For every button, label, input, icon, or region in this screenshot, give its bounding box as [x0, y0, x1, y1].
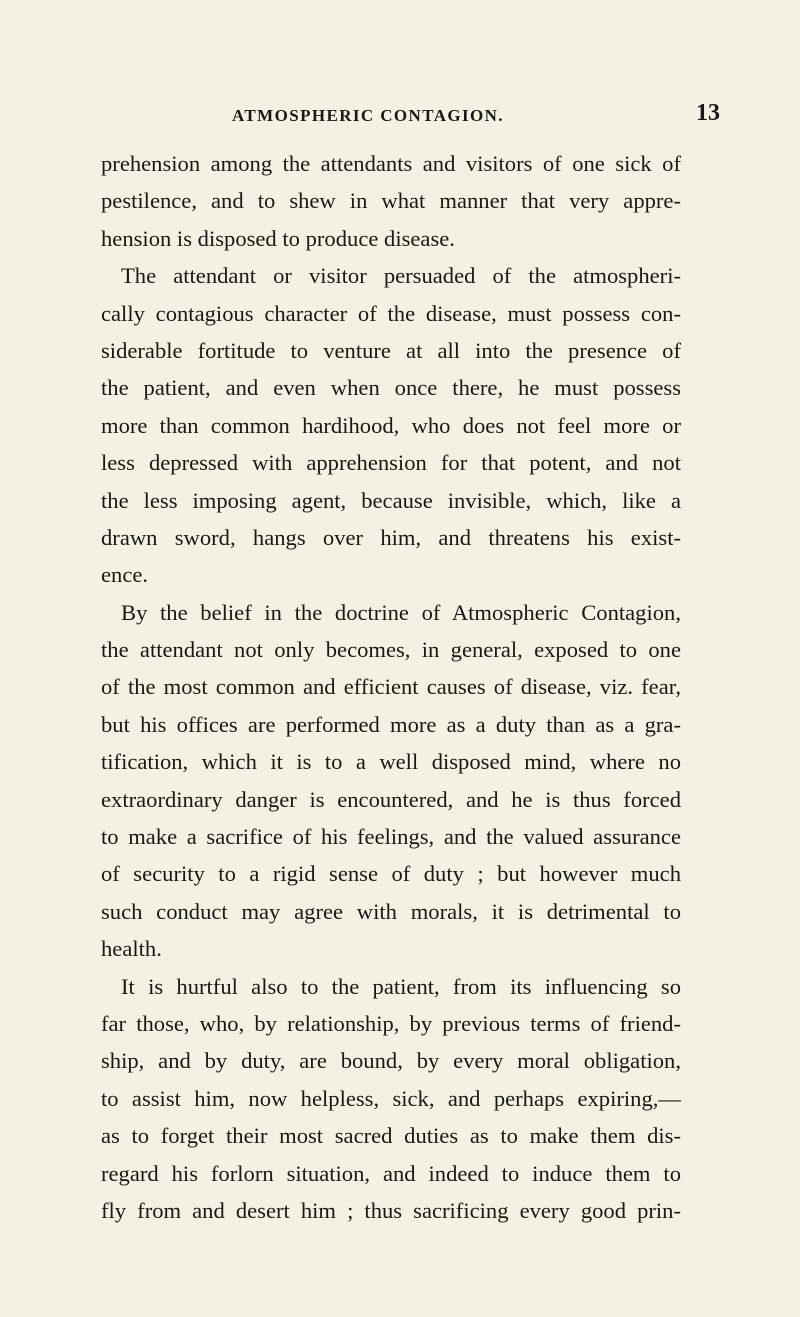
- text-line: the attendant not only becomes, in general, exposed to one: [101, 637, 681, 663]
- text-line: less depressed with apprehension for that potent, and not: [101, 450, 681, 476]
- text-line: health.: [101, 936, 162, 962]
- page-number: 13: [696, 100, 720, 126]
- text-line: far those, who, by relationship, by previous terms of friend-: [101, 1010, 681, 1036]
- text-line: ence.: [101, 562, 149, 588]
- text-line: more than common hardihood, who does not feel more or: [101, 412, 681, 438]
- text-line: prehension among the attendants and visitors of one sick of: [101, 151, 681, 176]
- text-line: tification, which it is to a well disposed mind, where no: [101, 749, 681, 775]
- running-header: ATMOSPHERIC CONTAGION.: [232, 106, 504, 125]
- text-line: It is hurtful also to the patient, from its influencing so: [121, 973, 681, 999]
- text-line: pestilence, and to shew in what manner that very appre-: [101, 188, 681, 214]
- text-line: By the belief in the doctrine of Atmospheric Contagion,: [121, 599, 681, 625]
- text-line: The attendant or visitor persuaded of the atmospheri-: [121, 263, 681, 289]
- text-line: to make a sacrifice of his feelings, and the valued assurance: [101, 824, 681, 850]
- text-line: drawn sword, hangs over him, and threatens his exist-: [101, 524, 681, 550]
- body-text: [101, 145, 681, 1229]
- text-line: fly from and desert him ; thus sacrificing every good prin-: [101, 1197, 681, 1223]
- text-line: the patient, and even when once there, he must possess: [101, 375, 681, 401]
- text-line: extraordinary danger is encountered, and he is thus forced: [101, 786, 681, 812]
- text-line: of the most common and efficient causes of disease, viz. fear,: [101, 674, 681, 700]
- text-line: such conduct may agree with morals, it is detrimental to: [101, 898, 681, 924]
- text-line: to assist him, now helpless, sick, and perhaps expiring,—: [101, 1085, 681, 1111]
- text-line: cally contagious character of the disease, must possess con-: [101, 300, 681, 326]
- text-line: of security to a rigid sense of duty ; but however much: [101, 861, 681, 887]
- text-line: regard his forlorn situation, and indeed to induce them to: [101, 1160, 681, 1186]
- text-line: as to forget their most sacred duties as to make them dis-: [101, 1123, 681, 1149]
- text-line: ship, and by duty, are bound, by every moral obligation,: [101, 1048, 681, 1074]
- text-line: the less imposing agent, because invisible, which, like a: [101, 487, 681, 513]
- text-line: siderable fortitude to venture at all into the presence of: [101, 337, 681, 363]
- text-line: hension is disposed to produce disease.: [101, 225, 455, 251]
- text-line: but his offices are performed more as a duty than as a gra-: [101, 711, 681, 737]
